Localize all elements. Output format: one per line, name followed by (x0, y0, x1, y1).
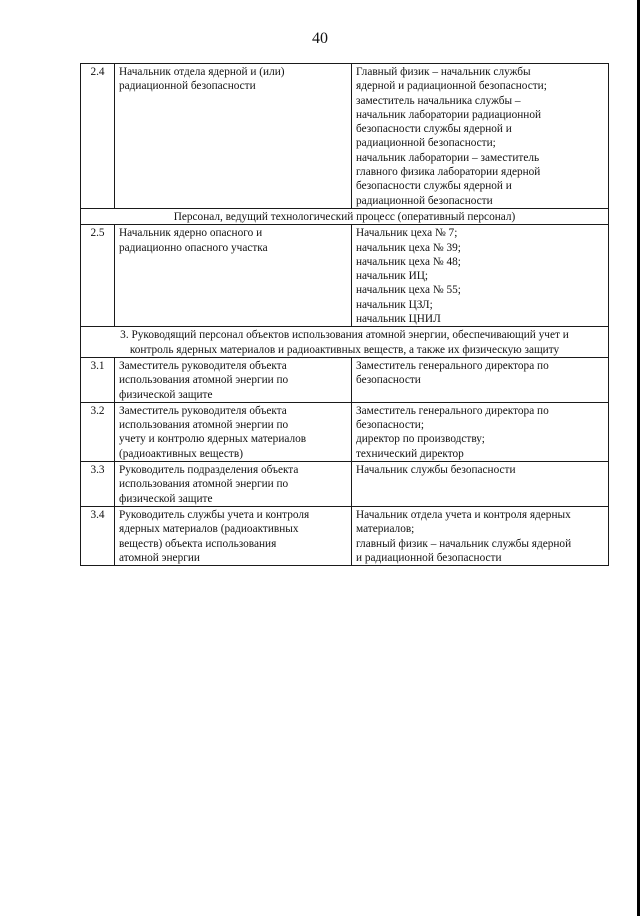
substitute-cell (352, 402, 609, 461)
substitute-line: безопасности службы ядерной и (356, 180, 512, 193)
substitute-line: начальник ЦЗЛ; (356, 298, 433, 311)
position-line: использования атомной энергии по (119, 478, 289, 491)
row-number: 2.4 (81, 64, 115, 209)
staff-table-body (81, 64, 609, 566)
position-line: радиационной безопасности (119, 80, 256, 93)
position-cell (115, 402, 352, 461)
table-row (81, 225, 609, 327)
position-line: Руководитель подразделения объекта (119, 464, 299, 477)
substitute-line: начальник лаборатории – заместитель (356, 151, 540, 164)
position-line: использования атомной энергии по (119, 419, 289, 432)
position-line: Начальник отдела ядерной и (или) (119, 66, 285, 78)
section-header-cell (81, 208, 609, 224)
page-number: 40 (312, 30, 328, 47)
row-number: 3.3 (81, 462, 115, 507)
substitute-cell (352, 225, 609, 327)
position-cell (115, 462, 352, 507)
substitute-cell (352, 506, 609, 565)
substitute-line: Главный физик – начальник службы (356, 66, 531, 78)
position-line: ядерных материалов (радиоактивных (119, 523, 299, 536)
section-header-row (81, 208, 609, 224)
substitute-line: начальник цеха № 39; (356, 241, 461, 254)
row-number: 2.5 (81, 225, 115, 327)
row-number: 3.2 (81, 402, 115, 461)
table-row (81, 64, 609, 209)
substitute-line: и радиационной безопасности (356, 551, 502, 564)
substitute-line: Начальник цеха № 7; (356, 227, 458, 240)
position-cell (115, 506, 352, 565)
substitute-line: безопасности (356, 374, 421, 387)
substitute-line: материалов; (356, 523, 415, 536)
substitute-cell (352, 64, 609, 209)
substitute-line: безопасности службы ядерной и (356, 123, 512, 136)
table-row (81, 462, 609, 507)
substitute-line: радиационной безопасности; (356, 137, 496, 150)
table-row (81, 506, 609, 565)
substitute-line: радиационной безопасности (356, 194, 493, 207)
substitute-line: начальник цеха № 55; (356, 284, 461, 297)
substitute-line: главный физик – начальник службы ядерной (356, 537, 572, 550)
row-number: 3.1 (81, 357, 115, 402)
substitute-line: ядерной и радиационной безопасности; (356, 80, 547, 93)
position-line: использования атомной энергии по (119, 374, 289, 387)
section-header-line: Персонал, ведущий технологический процесс (оперативный персонал) (173, 210, 516, 223)
substitute-line: начальник цеха № 48; (356, 255, 461, 268)
substitute-line: начальник ИЦ; (356, 270, 429, 283)
position-line: учету и контролю ядерных материалов (119, 433, 307, 446)
substitute-line: Начальник службы безопасности (356, 464, 516, 477)
substitute-line: директор по производству; (356, 433, 485, 446)
substitute-line: начальник ЦНИЛ (356, 313, 441, 326)
substitute-line: Начальник отдела учета и контроля ядерных (356, 508, 571, 521)
substitute-cell (352, 357, 609, 402)
substitute-line: технический директор (356, 447, 464, 460)
substitute-cell (352, 462, 609, 507)
substitute-line: Заместитель генерального директора по (356, 359, 549, 372)
substitute-line: заместитель начальника службы – (356, 94, 521, 107)
position-line: Начальник ядерно опасного и (119, 227, 263, 240)
substitute-line: Заместитель генерального директора по (356, 404, 549, 417)
section-header-cell (81, 327, 609, 358)
position-line: атомной энергии (119, 551, 200, 564)
row-number: 3.4 (81, 506, 115, 565)
table-row (81, 402, 609, 461)
position-cell (115, 64, 352, 209)
position-line: Руководитель службы учета и контроля (119, 508, 310, 521)
table-row (81, 357, 609, 402)
position-line: Заместитель руководителя объекта (119, 404, 287, 417)
position-line: (радиоактивных веществ) (119, 447, 243, 460)
staff-table (80, 63, 609, 566)
position-line: радиационно опасного участка (119, 241, 268, 254)
section-header-row (81, 327, 609, 358)
section-header-line: контроль ядерных материалов и радиоактивных веществ, а также их физическую защиту (129, 343, 560, 356)
position-line: Заместитель руководителя объекта (119, 359, 287, 372)
substitute-line: главного физика лаборатории ядерной (356, 166, 541, 179)
position-line: физической защите (119, 492, 213, 505)
position-line: физической защите (119, 388, 213, 401)
position-cell (115, 357, 352, 402)
substitute-line: безопасности; (356, 419, 424, 432)
section-header-line: 3. Руководящий персонал объектов использования атомной энергии, обеспечивающий учет и (120, 329, 569, 342)
position-cell (115, 225, 352, 327)
substitute-line: начальник лаборатории радиационной (356, 108, 542, 121)
position-line: веществ) объекта использования (119, 537, 277, 550)
